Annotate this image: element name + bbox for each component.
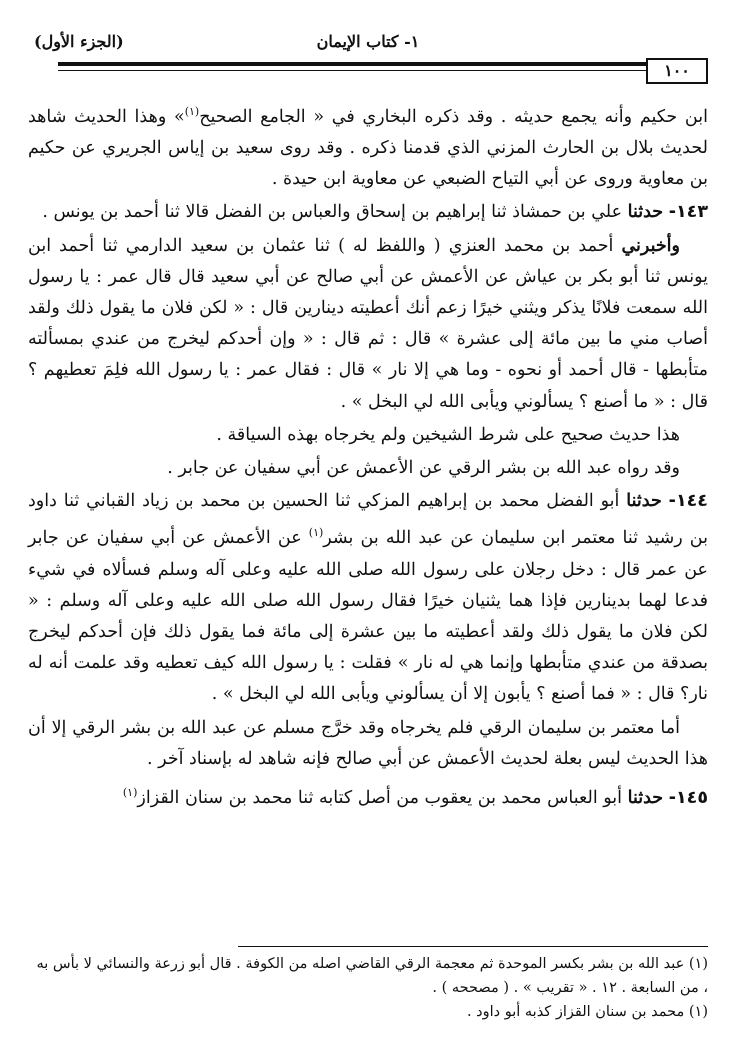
footnote-mark: (١)	[122, 785, 138, 799]
grading-paragraph: هذا حديث صحيح على شرط الشيخين ولم يخرجاه بهذه السياقة .	[216, 424, 680, 445]
paragraph-intro: ابن حكيم وأنه يجمع حديثه . وقد ذكره البخاري في « الجامع الصحيح$^{(١)}$» وهذا الحديث شاهد لحديث بلال بن الحارث المزني الذي قدمنا ذكره . وقد روى سعيد بن إياس الجريري عن حكيم بن معاوية وروى عن أبي التياح الضبعي عن معاوية ابن حيدة .	[28, 105, 708, 190]
hadith-lead: حدثنا	[627, 202, 664, 223]
hadith-143: ١٤٣- حدثنا علي بن حمشاذ ثنا إبراهيم بن إسحاق والعباس بن الفضل قالا ثنا أحمد بن يونس .	[42, 202, 708, 223]
footnote-item: (١) عبد الله بن بشر بكسر الموحدة ثم معجمة الرقي القاضي اصله من الكوفة . قال أبو زرعة والنسائي لا بأس به ، من السابعة . ١٢ . « تقريب » . ( مصححه ) .	[36, 956, 708, 996]
header-rule-thick	[58, 62, 646, 66]
volume-label: (الجزء الأول)	[34, 32, 124, 51]
footnote-separator	[238, 946, 708, 947]
hadith-145: ١٤٥- حدثنا أبو العباس محمد بن يعقوب من أصل كتابه ثنا محمد بن سنان القزاز$^{(١)}$	[122, 785, 708, 808]
footnote-mark: (١)	[308, 526, 324, 540]
hadith-143-text: وأخبرني أحمد بن محمد العنزي ( واللفظ له ) ثنا عثمان بن سعيد الدارمي ثنا أحمد ابن يونس ثنا أبو بكر بن عياش عن الأعمش عن أبي صالح عن أبي سعيد قال قال عمر : يا رسول الله سمعت فلانًا يذكر ويثني خيرًا زعم أنك أعطيته دينارين قال : « لكن فلان ما يقول ذلك ولقد أصاب مني ما بين مائة إلى عشرة » قال : ثم قال : « وإن أحدكم ليخرج من عندي بمسألته متأبطها - قال أحمد أو نحوه - وما هي إلا نار » قال : فقال عمر : يا رسول الله فلِمَ تعطيهم ؟ قال : « ما أصنع ؟ يسألوني ويأبى الله لي البخل » .	[28, 235, 708, 412]
footnote-mark: (١)	[184, 105, 200, 118]
page	[28, 28, 708, 1038]
main-text	[28, 96, 708, 816]
hadith-144: ١٤٤- حدثنا أبو الفضل محمد بن إبراهيم المزكي ثنا الحسين بن محمد بن زياد القباني ثنا داود بن رشيد ثنا معتمر ابن سليمان عن عبد الله بن بشر$^{(١)}$ عن الأعمش عن أبي سفيان عن جابر عن عمر قال : دخل رجلان على رسول الله صلى الله عليه وعلى آله وسلم فسألاه في شيء فدعا لهما بدينارين فإذا هما يثنيان خيرًا فقال رسول الله صلى الله عليه وعلى آله وسلم : « لكن فلان ما يقول ذلك ولقد أعطيته ما بين عشرة إلى مائة فما يقول ذلك فإن أحدكم ليخرج بصدقة من عندي متأبطها وإنما هي له نار » فقلت : يا رسول الله كيف تعطيه وقد علمت أنه له نار؟ قال : « فما أصنع ؟ يأبون إلا أن يسألوني ويأبى الله لي البخل » .	[28, 491, 708, 705]
hadith-lead: وأخبرني	[621, 235, 680, 256]
hadith-lead: حدثنا	[627, 787, 664, 808]
hadith-lead: حدثنا	[626, 491, 662, 512]
page-number: ١٠٠	[646, 58, 708, 84]
chapter-title: ١- كتاب الإيمان	[316, 32, 420, 51]
header-rule-thin	[58, 70, 646, 71]
footnote-item: (١) محمد بن سنان القزاز كذبه أبو داود .	[466, 1004, 708, 1020]
narration-note: وقد رواه عبد الله بن بشر الرقي عن الأعمش عن أبي سفيان عن جابر .	[167, 458, 680, 479]
hadith-number: ١٤٥-	[668, 787, 708, 808]
running-header	[28, 28, 708, 58]
hadith-number: ١٤٤-	[668, 491, 708, 512]
commentary-paragraph: أما معتمر بن سليمان الرقي فلم يخرجاه وقد خرَّج مسلم عن عبد الله بن بشر الرقي إلا أن هذا الحديث ليس بعلة لحديث الأعمش عن أبي صالح فإنه شاهد له بإسناد آخر .	[28, 717, 708, 769]
footnotes	[28, 952, 708, 1024]
hadith-number: ١٤٣-	[668, 202, 708, 223]
